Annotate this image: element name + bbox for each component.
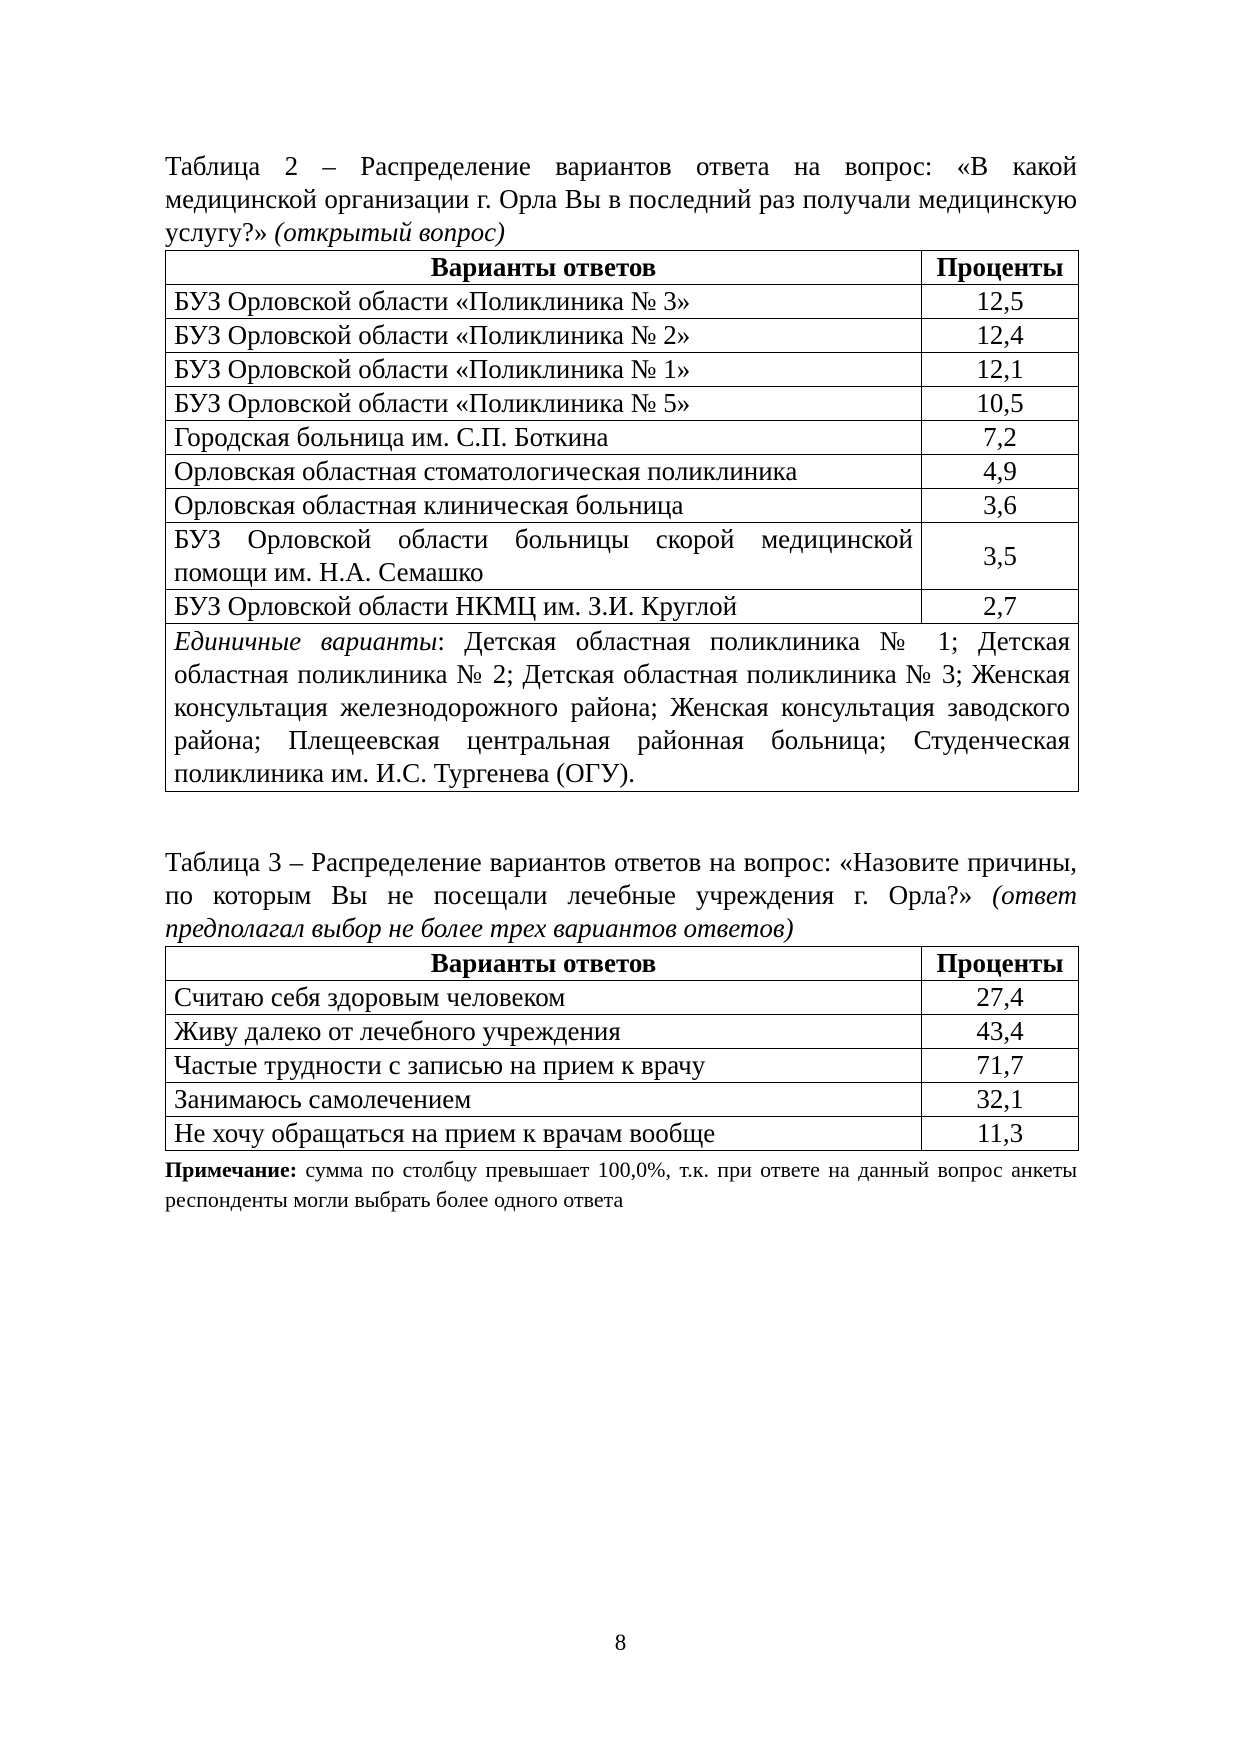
table3-row-label: Живу далеко от лечебного учреждения bbox=[166, 1015, 922, 1049]
table-row bbox=[166, 1015, 1079, 1049]
table-row bbox=[166, 353, 1079, 387]
table3-row-value: 43,4 bbox=[922, 1015, 1079, 1049]
page-number: 8 bbox=[614, 1630, 627, 1655]
table-row bbox=[166, 1049, 1079, 1083]
table3-row-label: Занимаюсь самолечением bbox=[166, 1083, 922, 1117]
table3-caption-text: Таблица 3 – Распределение вариантов ответов на вопрос: «Назовите причины, по которым Вы не посещали лечебные учреждения г. Орла?» bbox=[165, 847, 1077, 910]
table-row bbox=[166, 455, 1079, 489]
table2 bbox=[165, 250, 1079, 792]
table3-row-label: Не хочу обращаться на прием к врачам вообще bbox=[166, 1117, 922, 1151]
table2-row-value: 12,5 bbox=[922, 285, 1079, 319]
table2-caption-note: (открытый вопрос) bbox=[274, 217, 506, 247]
table3-header-percent: Проценты bbox=[922, 947, 1079, 981]
table2-header-percent: Проценты bbox=[922, 251, 1079, 285]
table2-row-label: БУЗ Орловской области «Поликлиника № 5» bbox=[166, 387, 922, 421]
table2-header-option: Варианты ответов bbox=[166, 251, 922, 285]
table-row bbox=[166, 489, 1079, 523]
table2-row-value: 10,5 bbox=[922, 387, 1079, 421]
table3-row-value: 27,4 bbox=[922, 981, 1079, 1015]
table2-row-value: 12,1 bbox=[922, 353, 1079, 387]
table2-row-value: 3,5 bbox=[922, 523, 1079, 590]
table-row bbox=[166, 1083, 1079, 1117]
table-row bbox=[166, 285, 1079, 319]
table2-singles-row bbox=[166, 624, 1079, 792]
table-row bbox=[166, 421, 1079, 455]
table3-row-value: 11,3 bbox=[922, 1117, 1079, 1151]
table2-row-label: БУЗ Орловской области «Поликлиника № 3» bbox=[166, 285, 922, 319]
table3-caption bbox=[165, 846, 1077, 945]
table-row bbox=[166, 319, 1079, 353]
table2-row-label: БУЗ Орловской области больницы скорой медицинской помощи им. Н.А. Семашко bbox=[166, 523, 922, 590]
table3-note-text: сумма по столбцу превышает 100,0%, т.к. при ответе на данный вопрос анкеты респонденты могли выбрать более одного ответа bbox=[165, 1157, 1077, 1212]
table2-row-value: 7,2 bbox=[922, 421, 1079, 455]
table3-row-value: 32,1 bbox=[922, 1083, 1079, 1117]
table-row bbox=[166, 1117, 1079, 1151]
table3-row-value: 71,7 bbox=[922, 1049, 1079, 1083]
table3-note-label: Примечание: bbox=[165, 1157, 298, 1182]
table2-row-label: БУЗ Орловской области «Поликлиника № 1» bbox=[166, 353, 922, 387]
table2-row-label: Городская больница им. С.П. Боткина bbox=[166, 421, 922, 455]
table2-caption-text: Таблица 2 – Распределение вариантов ответа на вопрос: «В какой медицинской организации г. Орла Вы в последний раз получали медицинскую услугу?» bbox=[165, 151, 1077, 247]
table3-row-label: Считаю себя здоровым человеком bbox=[166, 981, 922, 1015]
table2-row-label: БУЗ Орловской области «Поликлиника № 2» bbox=[166, 319, 922, 353]
table2-caption bbox=[165, 150, 1077, 249]
table3-note bbox=[165, 1155, 1077, 1215]
table3-header-option: Варианты ответов bbox=[166, 947, 922, 981]
table3-row-label: Частые трудности с записью на прием к врачу bbox=[166, 1049, 922, 1083]
table2-row-label: Орловская областная стоматологическая поликлиника bbox=[166, 455, 922, 489]
table2-row-value: 2,7 bbox=[922, 590, 1079, 624]
table-row bbox=[166, 523, 1079, 590]
table2-singles-text: : Детская областная поликлиника № 1; Детская областная поликлиника № 2; Детская областная поликлиника № 3; Женская консультация железнодорожного района; Женская консультация заводского района; Плещеевская центральная районная больница; Студенческая поликлиника им. И.С. Тургенева (ОГУ). bbox=[174, 626, 1071, 788]
table2-row-value: 4,9 bbox=[922, 455, 1079, 489]
table2-header-row bbox=[166, 251, 1079, 285]
table3-caption-note: (ответ предполагал выбор не более трех вариантов ответов) bbox=[165, 880, 1078, 943]
table3-header-row bbox=[166, 947, 1079, 981]
table-row bbox=[166, 981, 1079, 1015]
table-row bbox=[166, 387, 1079, 421]
table3-section bbox=[165, 846, 1077, 1215]
table3 bbox=[165, 946, 1079, 1151]
table2-section bbox=[165, 150, 1077, 792]
table2-row-label: Орловская областная клиническая больница bbox=[166, 489, 922, 523]
table2-singles-label: Единичные варианты bbox=[174, 626, 438, 656]
table2-row-label: БУЗ Орловской области НКМЦ им. З.И. Круглой bbox=[166, 590, 922, 624]
table2-row-value: 3,6 bbox=[922, 489, 1079, 523]
table2-row-value: 12,4 bbox=[922, 319, 1079, 353]
table2-singles-cell bbox=[166, 624, 1079, 792]
table-row bbox=[166, 590, 1079, 624]
